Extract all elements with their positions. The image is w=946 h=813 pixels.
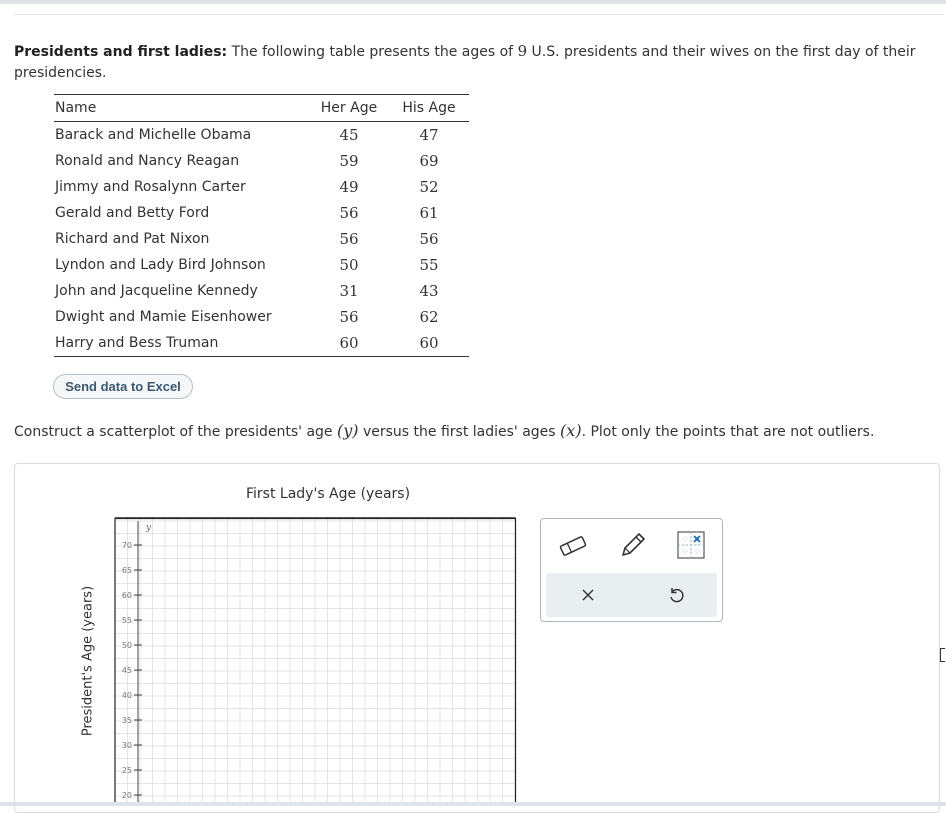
row-name: Ronald and Nancy Reagan (55, 153, 240, 169)
row-her-age: 50 (339, 256, 359, 274)
header-name: Name (54, 95, 309, 122)
row-his-age: 43 (419, 282, 439, 300)
problem-statement (14, 41, 929, 84)
scatterplot-canvas[interactable] (110, 516, 520, 806)
row-her-age: 56 (339, 230, 359, 248)
table-row (54, 122, 469, 149)
y-axis-var: y (146, 523, 152, 533)
question-part-2: versus the first ladies' ages (358, 424, 561, 440)
row-his-age: 60 (389, 330, 469, 357)
pencil-tool-button[interactable] (615, 529, 651, 561)
row-her-age: 31 (339, 282, 359, 300)
y-tick-label: 25 (121, 766, 132, 775)
plot-point-tool-button[interactable] (673, 529, 709, 561)
question-part-1: Construct a scatterplot of the presidents' age (14, 424, 337, 440)
row-name: John and Jacqueline Kennedy (55, 283, 258, 299)
table-row (54, 200, 469, 226)
top-bar (0, 0, 946, 4)
header-his-age: His Age (389, 95, 469, 122)
bottom-bar (0, 802, 946, 806)
y-tick-label: 55 (121, 616, 132, 625)
question-x-var: (x) (560, 421, 582, 440)
row-her-age: 60 (309, 330, 389, 357)
row-her-age: 49 (339, 178, 359, 196)
table-row (54, 226, 469, 252)
data-table (54, 94, 469, 357)
y-tick-label: 65 (121, 566, 132, 575)
problem-text-after: U.S. presidents and their wives on the first day of their presidencies. (14, 44, 916, 81)
y-tick-label: 30 (121, 741, 132, 750)
undo-icon (667, 586, 685, 604)
y-tick-label: 35 (121, 716, 132, 725)
row-name: Gerald and Betty Ford (55, 205, 210, 221)
y-tick-label: 20 (121, 791, 132, 800)
x-axis-title: First Lady's Age (years) (246, 486, 411, 502)
y-tick-label: 40 (121, 691, 132, 700)
row-name: Barack and Michelle Obama (55, 127, 252, 143)
row-his-age: 52 (419, 178, 439, 196)
pencil-icon (618, 530, 648, 560)
problem-title: Presidents and first ladies: (14, 44, 228, 60)
y-axis-title: President's Age (years) (80, 585, 96, 737)
row-his-age: 62 (419, 308, 439, 326)
header-her-age: Her Age (309, 95, 389, 122)
row-his-age: 69 (419, 152, 439, 170)
row-his-age: 61 (419, 204, 439, 222)
y-tick-label: 45 (121, 666, 132, 675)
row-his-age: 55 (419, 256, 439, 274)
problem-text-before: The following table presents the ages of (227, 44, 518, 60)
row-her-age: 56 (339, 204, 359, 222)
point-plot-icon (676, 530, 706, 560)
eraser-tool-button[interactable] (555, 531, 591, 561)
table-header-row (54, 95, 469, 122)
table-row (54, 304, 469, 330)
question-part-3: . Plot only the points that are not outliers. (581, 424, 875, 440)
y-tick-label: 50 (121, 641, 132, 650)
plot-grid (115, 519, 516, 806)
row-name: Richard and Pat Nixon (55, 231, 210, 247)
undo-button[interactable] (662, 581, 690, 609)
y-axis-ticks (122, 541, 142, 800)
row-name: Lyndon and Lady Bird Johnson (55, 257, 266, 273)
problem-count: 9 (517, 42, 528, 60)
table-row (54, 148, 469, 174)
row-name: Dwight and Mamie Eisenhower (55, 309, 272, 325)
question-y-var: (y) (336, 421, 359, 440)
y-tick-label: 60 (121, 591, 132, 600)
table-row (54, 278, 469, 304)
table-row (54, 174, 469, 200)
table-row (54, 252, 469, 278)
clear-icon (580, 587, 596, 603)
table-row (54, 330, 469, 357)
top-divider (14, 14, 944, 15)
clear-button[interactable] (574, 581, 602, 609)
row-her-age: 59 (339, 152, 359, 170)
row-name: Jimmy and Rosalynn Carter (55, 179, 246, 195)
eraser-icon (557, 535, 589, 557)
toolbox-actions (546, 573, 717, 617)
row-her-age: 45 (339, 126, 359, 144)
send-to-excel-button[interactable]: Send data to Excel (53, 374, 193, 399)
graph-toolbox (540, 518, 723, 622)
y-tick-label: 70 (121, 541, 132, 550)
row-her-age: 56 (339, 308, 359, 326)
question-text (14, 421, 934, 440)
row-his-age: 56 (419, 230, 439, 248)
side-tab-marker (940, 648, 945, 662)
row-name: Harry and Bess Truman (54, 330, 309, 357)
row-his-age: 47 (419, 126, 439, 144)
